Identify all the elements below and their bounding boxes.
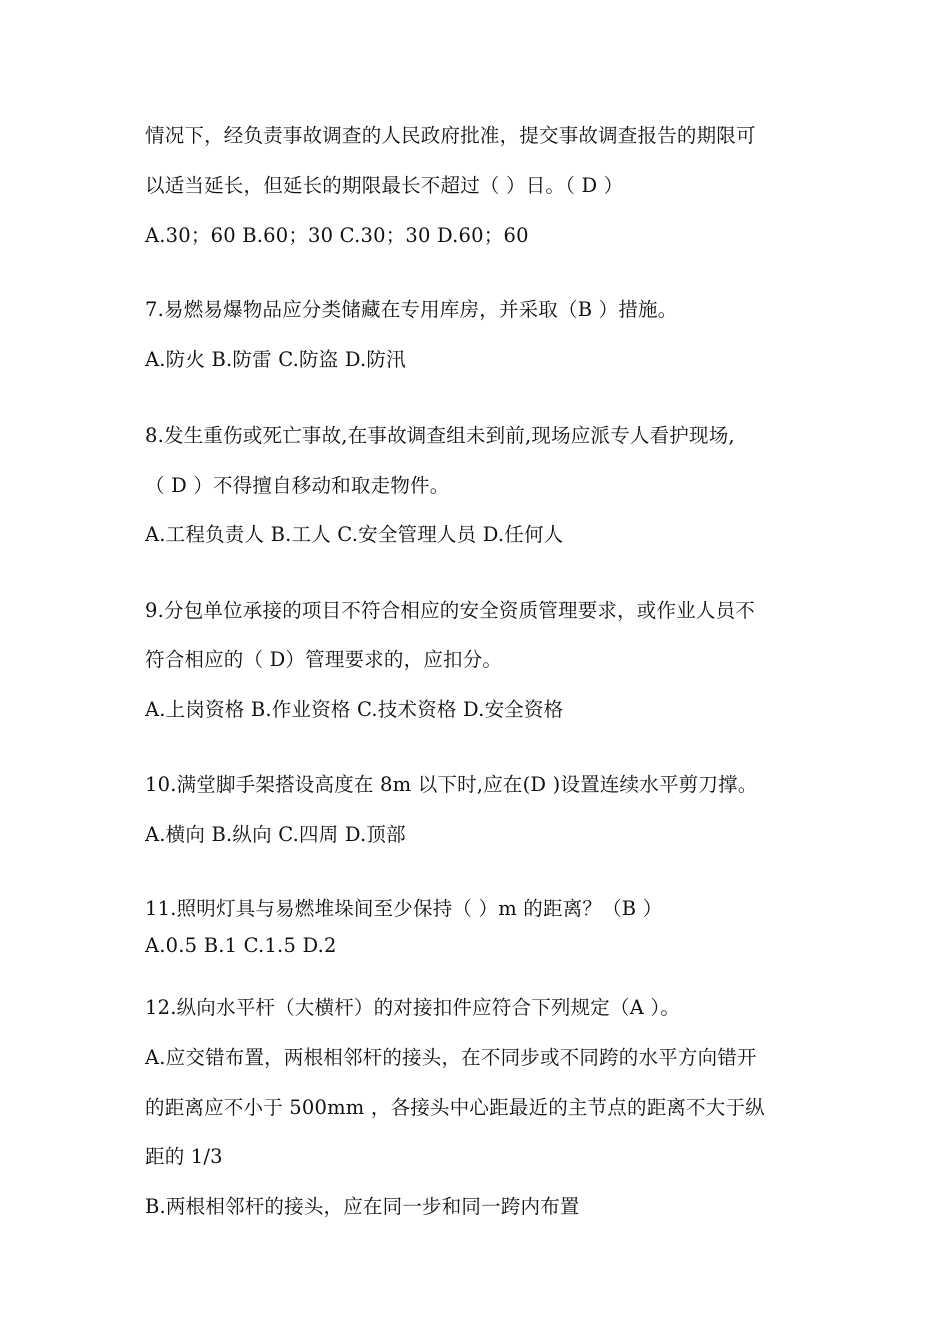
answer-option-a: A.应交错布置，两根相邻杆的接头，在不同步或不同跨的水平方向错开 xyxy=(145,1046,757,1069)
answer-options: A.防火 B.防雷 C.防盗 D.防汛 xyxy=(145,348,406,371)
text-line: 距的 1/3 xyxy=(145,1145,223,1168)
question-12: 12.纵向水平杆（大横杆）的对接扣件应符合下列规定（A ）。 xyxy=(145,996,681,1019)
answer-option-b: B.两根相邻杆的接头，应在同一步和同一跨内布置 xyxy=(145,1195,580,1218)
text-line: 以适当延长，但延长的期限最长不超过（ ）日。（ D ） xyxy=(145,174,624,197)
question-11: 11.照明灯具与易燃堆垛间至少保持（ ）m 的距离？（B ） xyxy=(145,897,663,920)
question-9: 9.分包单位承接的项目不符合相应的安全资质管理要求，或作业人员不 xyxy=(145,599,756,622)
question-8: 8.发生重伤或死亡事故,在事故调查组未到前,现场应派专人看护现场, xyxy=(145,424,735,447)
answer-options: A.横向 B.纵向 C.四周 D.顶部 xyxy=(145,823,406,846)
question-10: 10.满堂脚手架搭设高度在 8m 以下时,应在(D )设置连续水平剪刀撑。 xyxy=(145,773,758,796)
text-line: 情况下，经负责事故调查的人民政府批准，提交事故调查报告的期限可 xyxy=(145,124,756,147)
text-line: （ D ）不得擅自移动和取走物件。 xyxy=(145,474,450,497)
text-line: 的距离应不小于 500mm ，各接头中心距最近的主节点的距离不大于纵 xyxy=(145,1096,765,1119)
text-line: 符合相应的（ D）管理要求的，应扣分。 xyxy=(145,648,503,671)
question-7: 7.易燃易爆物品应分类储藏在专用库房，并采取（B ）措施。 xyxy=(145,298,678,321)
answer-options: A.0.5 B.1 C.1.5 D.2 xyxy=(145,934,337,957)
answer-options: A.工程负责人 B.工人 C.安全管理人员 D.任何人 xyxy=(145,523,564,546)
answer-options: A.上岗资格 B.作业资格 C.技术资格 D.安全资格 xyxy=(145,698,564,721)
answer-options: A.30；60 B.60；30 C.30；30 D.60；60 xyxy=(145,224,529,247)
